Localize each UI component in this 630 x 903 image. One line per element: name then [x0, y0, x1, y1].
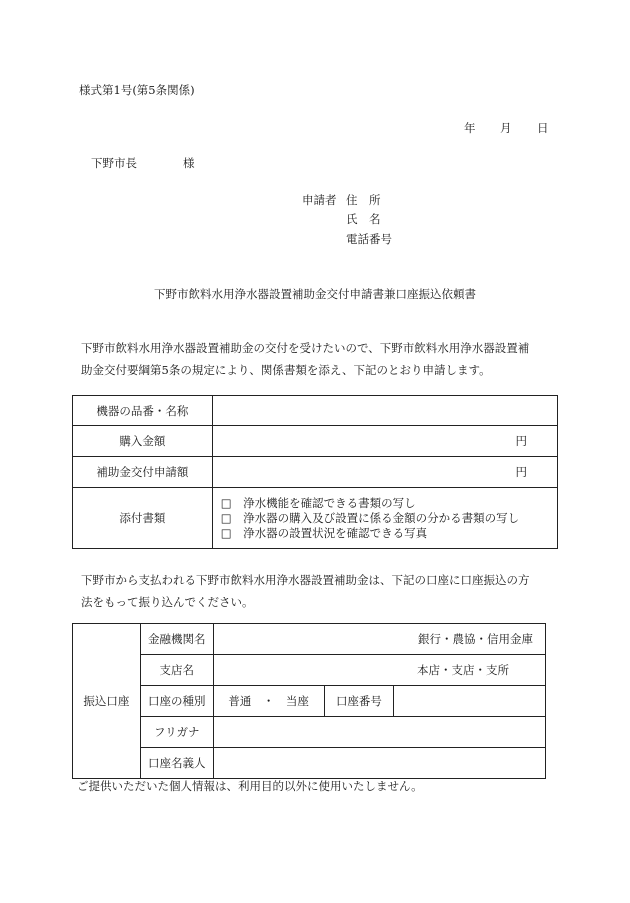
table-row	[73, 748, 546, 779]
institution-label: 金融機関名	[140, 624, 213, 655]
applicant-name-label: 氏 名	[346, 212, 381, 226]
institution-field[interactable]: 銀行・農協・信用金庫	[213, 624, 545, 655]
transfer-line-1: 下野市から支払われる下野市飲料水用浄水器設置補助金は、下記の口座に口座振込の方	[81, 573, 530, 587]
addressee-honorific: 様	[183, 156, 195, 170]
bank-account-table	[72, 623, 546, 779]
table-row	[73, 457, 558, 488]
account-number-label: 口座番号	[324, 686, 394, 717]
subsidy-amount-label: 補助金交付申請額	[73, 457, 213, 488]
date-day-label: 日	[537, 121, 549, 135]
date-year-label: 年	[464, 121, 476, 135]
account-type-label: 口座の種別	[140, 686, 213, 717]
applicant-phone-label: 電話番号	[346, 232, 392, 246]
account-holder-field[interactable]	[213, 748, 545, 779]
attachment-checkbox-item[interactable]: □ 浄水機能を確認できる書類の写し	[220, 495, 416, 510]
furigana-field[interactable]	[213, 717, 545, 748]
furigana-label: フリガナ	[140, 717, 213, 748]
table-row	[73, 686, 546, 717]
transfer-account-label: 振込口座	[73, 624, 141, 779]
application-table	[72, 395, 558, 549]
table-row	[73, 655, 546, 686]
attachment-checkbox-item[interactable]: □ 浄水器の購入及び設置に係る金額の分かる書類の写し	[220, 510, 520, 525]
form-number: 様式第1号(第5条関係)	[79, 83, 195, 97]
date-month-label: 月	[500, 121, 512, 135]
account-holder-label: 口座名義人	[140, 748, 213, 779]
table-row	[73, 426, 558, 457]
attachment-checkbox-item[interactable]: □ 浄水器の設置状況を確認できる写真	[220, 525, 428, 540]
item-name-field[interactable]	[212, 396, 557, 426]
addressee-name: 下野市長	[91, 156, 137, 170]
table-row	[73, 624, 546, 655]
applicant-label: 申請者	[302, 193, 337, 207]
subsidy-amount-field[interactable]: 円	[212, 457, 557, 488]
table-row	[73, 717, 546, 748]
account-number-field[interactable]	[394, 686, 546, 717]
item-name-label: 機器の品番・名称	[73, 396, 213, 426]
purchase-amount-field[interactable]: 円	[212, 426, 557, 457]
privacy-note: ご提供いただいた個人情報は、利用目的以外に使用いたしません。	[77, 779, 423, 793]
account-type-field[interactable]: 普通 ・ 当座	[213, 686, 324, 717]
table-row	[73, 488, 558, 549]
branch-label: 支店名	[140, 655, 213, 686]
applicant-address-label: 住 所	[346, 193, 381, 207]
intro-line-2: 助金交付要綱第5条の規定により、関係書類を添え、下記のとおり申請します。	[81, 363, 491, 377]
branch-field[interactable]: 本店・支店・支所	[213, 655, 545, 686]
intro-line-1: 下野市飲料水用浄水器設置補助金の交付を受けたいので、下野市飲料水用浄水器設置補	[81, 341, 530, 355]
transfer-line-2: 法をもって振り込んでください。	[81, 595, 254, 609]
purchase-amount-label: 購入金額	[73, 426, 213, 457]
attachments-list	[212, 488, 557, 549]
document-title: 下野市飲料水用浄水器設置補助金交付申請書兼口座振込依頼書	[154, 287, 476, 301]
table-row	[73, 396, 558, 426]
attachments-label: 添付書類	[73, 488, 213, 549]
